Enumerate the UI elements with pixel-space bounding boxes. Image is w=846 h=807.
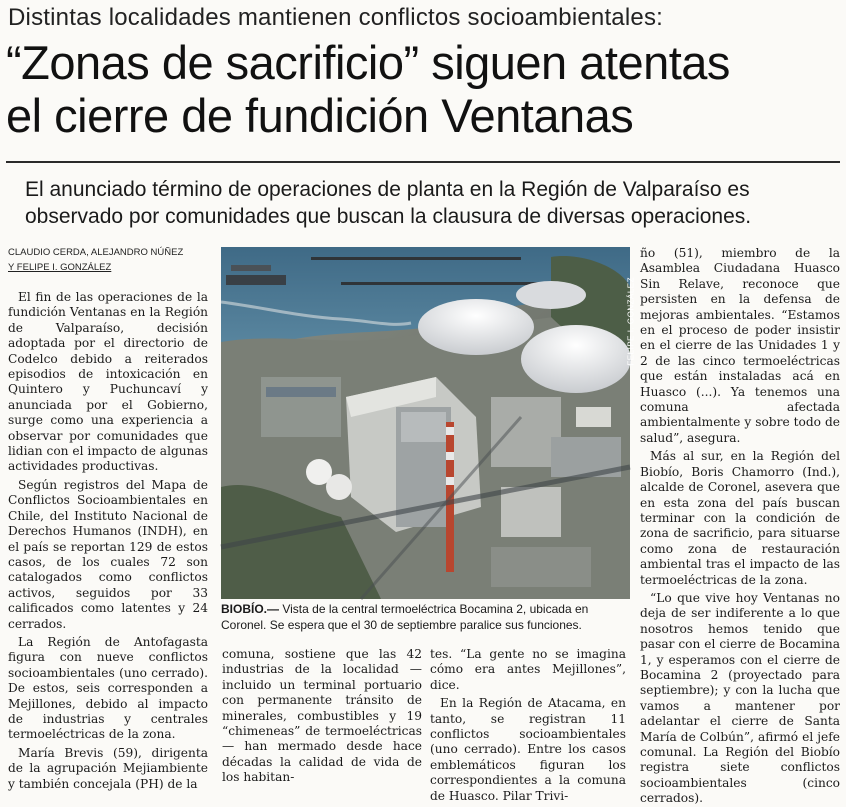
aerial-plant-illustration — [221, 247, 630, 599]
paragraph: comuna, sostiene que las 42 industrias de la localidad —incluido un terminal portuario con permanente tránsito de minerales, combustibles y 19 “chimeneas” de termoeléctricas— han mermado desde hace décadas la calidad de vida de los habitan- — [222, 647, 422, 785]
paragraph: ño (51), miembro de la Asamblea Ciudadana Huasco Sin Relave, reconoce que persisten en la defensa de mejoras ambientales. “Estamos en el proceso de poder insistir en el cierre de las Unidades 1 y 2 de las cinco termoeléctricas que están instaladas acá en Huasco (...). Ya tenemos una comuna afectada ambientalmente y sobre todo de salud”, asegura. — [640, 246, 840, 445]
paragraph: “Lo que vive hoy Ventanas no deja de ser indiferente a lo que nosotros hemos tenido que pasar con el cierre de Bocamina 1, y esperamos con el cierre de Bocamina 2 (proyectado para septiembre); y con la lucha que vamos a mantener por adelantar el cierre de Santa María de Colbún”, afirmó el jefe comunal. La Región del Biobío registra siete conflictos socioambientales (cinco cerrados). — [640, 590, 840, 806]
bylines — [8, 245, 208, 275]
article-column-3 — [430, 647, 626, 803]
article-column-1 — [8, 290, 208, 791]
headline — [6, 36, 842, 142]
paragraph: Más al sur, en la Región del Biobío, Boris Chamorro (Ind.), alcalde de Coronel, asevera que en esta zona del país buscan terminar con la condición de zona de sacrificio, para situarse como zona de restauración ambiental tras el impacto de las termoeléctricas de la zona. — [640, 449, 840, 587]
photo-credit: FELIPE I. GONZÁLEZ — [627, 277, 636, 366]
headline-rule — [6, 161, 840, 163]
power-plant-photo — [221, 247, 636, 599]
caption-lead: BIOBÍO.— — [221, 602, 280, 616]
article-column-4 — [640, 246, 840, 806]
paragraph: El fin de las operaciones de la fundición Ventanas en la Región de Valparaíso, decisión adoptada por el directorio de Codelco debido a reiterados episodios de intoxicación en Quintero y Puchuncaví y anunciada por el Gobierno, surge como una experiencia a observar por comunidades que lidian con el impacto de algunas actividades productivas. — [8, 290, 208, 474]
paragraph: tes. “La gente no se imagina cómo era antes Mejillones”, dice. — [430, 647, 626, 692]
headline-line-1: “Zonas de sacrificio” siguen atentas — [6, 36, 730, 89]
kicker: Distintas localidades mantienen conflictos socioambientales: — [8, 4, 664, 31]
paragraph: La Región de Antofagasta figura con nueve conflictos socioambientales (uno cerrado). De estos, seis corresponden a Mejillones, debido al impacto de industrias y centrales termoeléctricas de la zona. — [8, 634, 208, 742]
headline-line-2: el cierre de fundición Ventanas — [6, 89, 634, 142]
byline-line-1: CLAUDIO CERDA, ALEJANDRO NÚÑEZ — [8, 247, 184, 258]
paragraph: En la Región de Atacama, en tanto, se registran 11 conflictos socioambientales (uno cerrado). Entre los casos emblemáticos figuran los correspondientes a la comuna de Huasco. Pilar Trivi- — [430, 696, 626, 803]
paragraph: María Brevis (59), dirigenta de la agrupación Mejiambiente y también concejala (PH) de la — [8, 745, 208, 791]
byline-line-2: Y FELIPE I. GONZÁLEZ — [8, 262, 112, 273]
paragraph: Según registros del Mapa de Conflictos Socioambientales en Chile, del Instituto Nacional de Derechos Humanos (INDH), en el país se reportan 129 de estos casos, de los cuales 72 son catalogados como conflictos activos, seguidos por 33 calificados como latentes y 24 cerrados. — [8, 477, 208, 631]
deck: El anunciado término de operaciones de planta en la Región de Valparaíso es observado por comunidades que buscan la clausura de diversas operaciones. — [25, 178, 752, 228]
article-column-2 — [222, 647, 422, 787]
photo-caption — [221, 601, 631, 633]
caption-text: Vista de la central termoeléctrica Bocamina 2, ubicada en Coronel. Se espera que el 30 de septiembre paralice sus funciones. — [221, 602, 589, 632]
